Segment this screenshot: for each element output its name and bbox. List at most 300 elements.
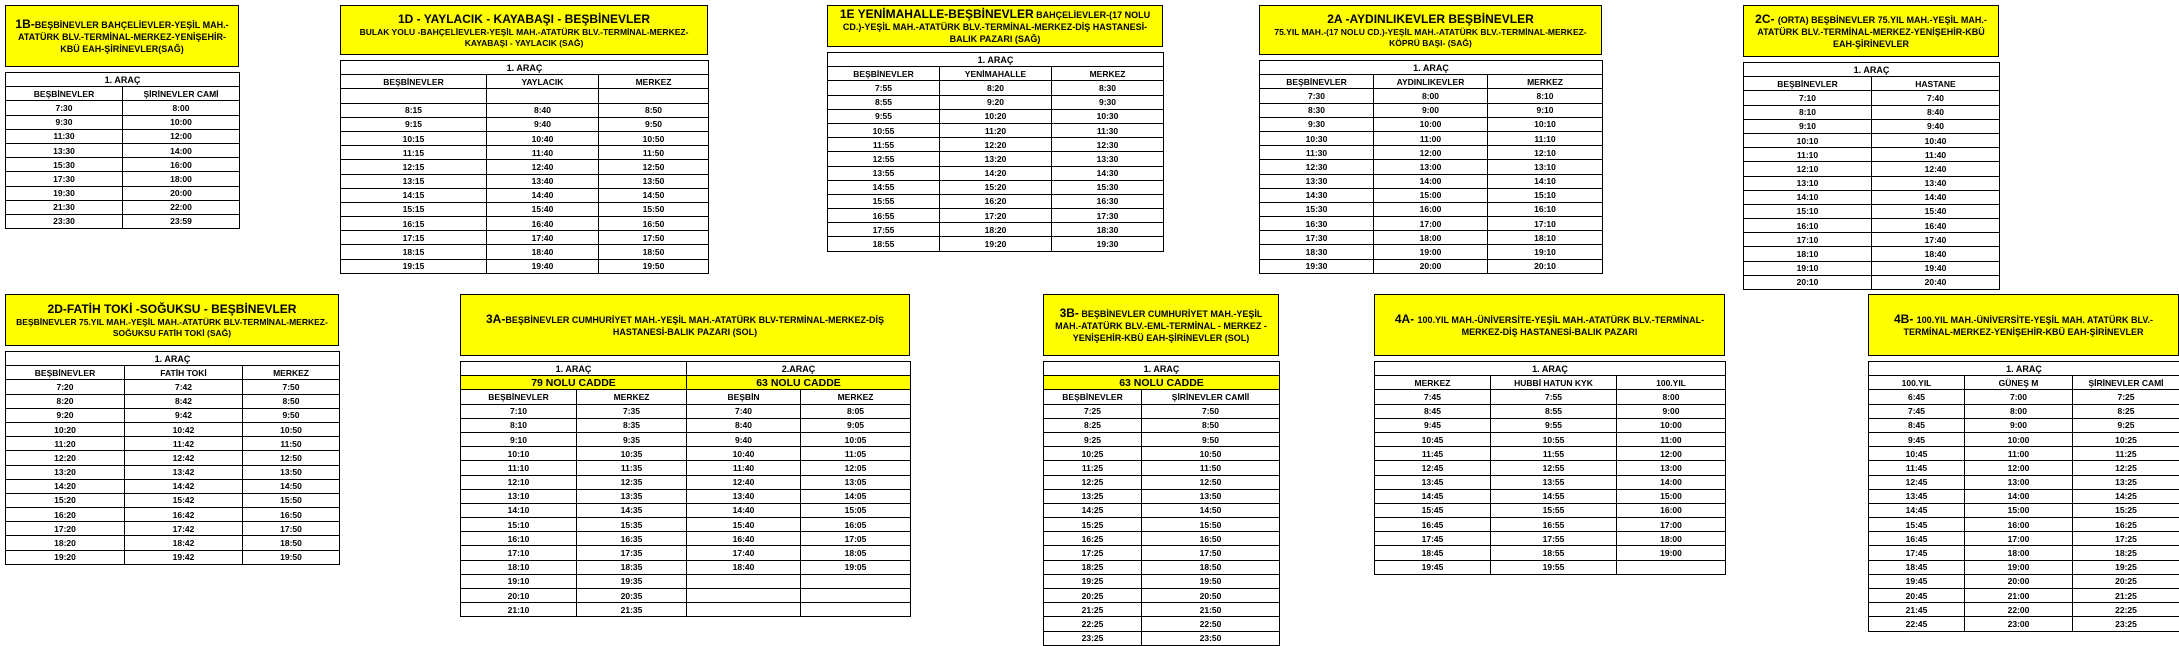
table-row <box>461 574 911 588</box>
table-row <box>1869 574 2179 588</box>
table-row <box>6 172 240 186</box>
time-cell: 13:05 <box>801 475 911 489</box>
time-cell: 14:55 <box>828 180 940 194</box>
time-cell: 17:25 <box>2073 532 2179 546</box>
time-cell: 13:00 <box>1965 475 2073 489</box>
time-cell: 23:25 <box>1044 631 1142 645</box>
time-cell: 14:30 <box>1052 166 1164 180</box>
time-cell: 11:42 <box>125 437 243 451</box>
time-cell: 8:50 <box>599 103 709 117</box>
time-cell: 13:10 <box>1744 176 1872 190</box>
time-cell: 16:00 <box>1617 503 1726 517</box>
column-header-be-bi-nevler: BEŞBİNEVLER <box>1044 390 1142 404</box>
column-header-i-ri-nevler-cami: ŞİRİNEVLER CAMİ <box>2073 376 2179 390</box>
time-cell: 9:50 <box>243 408 340 422</box>
time-cell: 10:20 <box>6 422 125 436</box>
route-description: 100.YIL MAH.-ÜNİVERSİTE-YEŞİL MAH.-ATATÜRK BLV.-TERMİNAL-MERKEZ-DİŞ HASTANESİ-BALIK PAZARI <box>1417 315 1704 337</box>
table-row <box>461 603 911 617</box>
time-cell: 13:30 <box>6 143 123 157</box>
street-label: 63 NOLU CADDE <box>687 376 911 390</box>
time-cell: 16:00 <box>1374 202 1488 216</box>
time-cell: 18:00 <box>123 172 240 186</box>
time-cell: 10:40 <box>487 131 599 145</box>
route-title <box>398 12 650 27</box>
time-cell: 14:45 <box>1869 503 1965 517</box>
time-cell: 16:45 <box>1375 518 1491 532</box>
time-cell: 10:50 <box>1142 447 1280 461</box>
route-code: 2D- <box>48 302 67 316</box>
table-row <box>341 117 709 131</box>
time-cell: 9:25 <box>1044 432 1142 446</box>
time-cell: 17:50 <box>599 231 709 245</box>
time-cell: 8:10 <box>1488 89 1603 103</box>
time-cell: 20:00 <box>1374 259 1488 273</box>
time-cell: 17:05 <box>801 532 911 546</box>
time-cell: 9:40 <box>487 117 599 131</box>
table-row <box>1044 532 1280 546</box>
time-cell: 19:50 <box>243 550 340 564</box>
time-cell: 20:45 <box>1869 589 1965 603</box>
table-row <box>1044 404 1280 418</box>
vehicle-label: 1. ARAÇ <box>1260 61 1603 75</box>
time-cell: 21:35 <box>577 603 687 617</box>
time-cell: 8:55 <box>1491 404 1617 418</box>
column-header-row <box>1869 376 2179 390</box>
time-cell: 16:55 <box>828 209 940 223</box>
time-cell: 18:00 <box>1374 231 1488 245</box>
time-cell: 16:15 <box>341 217 487 231</box>
time-cell: 16:50 <box>599 217 709 231</box>
time-cell: 16:45 <box>1869 532 1965 546</box>
time-cell: 8:25 <box>2073 404 2179 418</box>
table-row <box>1044 503 1280 517</box>
time-cell: 16:20 <box>940 194 1052 208</box>
time-cell: 15:30 <box>1052 180 1164 194</box>
table-row <box>6 158 240 172</box>
column-header-fati-h-toki: FATİH TOKİ <box>125 366 243 380</box>
column-header-100-yil: 100.YIL <box>1869 376 1965 390</box>
time-cell: 8:42 <box>125 394 243 408</box>
table-row <box>1744 275 2000 289</box>
time-cell: 10:00 <box>1374 117 1488 131</box>
time-cell: 10:00 <box>1965 432 2073 446</box>
vehicle-label: 1. ARAÇ <box>461 362 687 376</box>
table-row <box>1044 631 1280 645</box>
route-header <box>1043 294 1279 356</box>
time-cell: 11:25 <box>1044 461 1142 475</box>
time-cell: 14:00 <box>1617 475 1726 489</box>
column-header-merkez: MERKEZ <box>1052 67 1164 81</box>
time-cell: 16:55 <box>1491 518 1617 532</box>
time-cell: 12:00 <box>123 129 240 143</box>
time-cell: 9:20 <box>6 408 125 422</box>
time-cell: 19:00 <box>1965 560 2073 574</box>
time-cell: 21:30 <box>6 200 123 214</box>
time-cell: 15:05 <box>801 503 911 517</box>
table-row <box>1375 404 1726 418</box>
time-cell: 16:40 <box>487 217 599 231</box>
time-cell: 11:30 <box>1260 146 1374 160</box>
time-cell: 10:25 <box>2073 432 2179 446</box>
column-header-yaylacik: YAYLACIK <box>487 75 599 89</box>
time-cell: 16:50 <box>243 508 340 522</box>
route-name: FATİH TOKİ -SOĞUKSU - BEŞBİNEVLER <box>67 302 297 316</box>
time-cell: 8:50 <box>1142 418 1280 432</box>
time-cell: 13:40 <box>487 174 599 188</box>
time-cell: 11:10 <box>1488 131 1603 145</box>
time-cell: 17:45 <box>1869 546 1965 560</box>
table-row <box>1744 261 2000 275</box>
table-row <box>6 214 240 228</box>
time-cell: 12:40 <box>1872 162 2000 176</box>
time-cell: 20:50 <box>1142 589 1280 603</box>
vehicle-row <box>341 61 709 75</box>
table-row <box>461 532 911 546</box>
time-cell: 10:15 <box>341 131 487 145</box>
time-cell: 14:00 <box>1965 489 2073 503</box>
column-header-be-bi-nevler: BEŞBİNEVLER <box>1260 75 1374 89</box>
time-cell: 10:55 <box>828 123 940 137</box>
table-row <box>6 465 340 479</box>
schedule-table <box>1868 361 2179 632</box>
column-header-be-bi-nevler: BEŞBİNEVLER <box>828 67 940 81</box>
route-code: 3A- <box>486 312 505 326</box>
time-cell: 17:15 <box>341 231 487 245</box>
table-row <box>828 123 1164 137</box>
time-cell: 10:10 <box>461 447 577 461</box>
time-cell: 21:45 <box>1869 603 1965 617</box>
time-cell: 15:00 <box>1374 188 1488 202</box>
route-header <box>1743 5 1999 57</box>
table-row <box>1044 560 1280 574</box>
time-cell: 18:50 <box>243 536 340 550</box>
time-cell: 18:00 <box>1617 532 1726 546</box>
route-code: 1E <box>840 7 858 21</box>
column-header-row <box>1375 376 1726 390</box>
route-subtitle: 75.YIL MAH.-(17 NOLU CD.)-YEŞİL MAH.-ATATÜRK BLV.-TERMİNAL-MERKEZ-KÖPRÜ BAŞI- (SAĞ) <box>1266 27 1595 48</box>
time-cell: 21:50 <box>1142 603 1280 617</box>
time-cell: 8:00 <box>123 101 240 115</box>
column-header-merkez: MERKEZ <box>243 366 340 380</box>
time-cell: 8:40 <box>487 103 599 117</box>
time-cell: 11:25 <box>2073 447 2179 461</box>
time-cell: 13:35 <box>577 489 687 503</box>
time-cell: 15:40 <box>1872 204 2000 218</box>
table-row <box>461 518 911 532</box>
route-title <box>48 302 297 317</box>
column-header-be-bi-n: BEŞBİN <box>687 390 801 404</box>
time-cell: 14:25 <box>1044 503 1142 517</box>
time-cell: 8:45 <box>1375 404 1491 418</box>
table-row <box>341 231 709 245</box>
time-cell: 16:00 <box>1965 518 2073 532</box>
time-cell: 15:25 <box>2073 503 2179 517</box>
time-cell: 18:45 <box>1375 546 1491 560</box>
table-row <box>1044 617 1280 631</box>
time-cell: 22:00 <box>1965 603 2073 617</box>
timetable-4a <box>1374 294 1725 575</box>
time-cell: 16:10 <box>461 532 577 546</box>
time-cell: 12:05 <box>801 461 911 475</box>
table-row <box>1260 245 1603 259</box>
time-cell: 17:35 <box>577 546 687 560</box>
time-cell: 11:40 <box>487 146 599 160</box>
time-cell: 14:50 <box>1142 503 1280 517</box>
time-cell: 15:50 <box>1142 518 1280 532</box>
time-cell: 13:55 <box>828 166 940 180</box>
time-cell: 11:00 <box>1617 432 1726 446</box>
table-row <box>1869 589 2179 603</box>
time-cell: 11:20 <box>940 123 1052 137</box>
route-description: BEŞBİNEVLER BAHÇELİEVLER-YEŞİL MAH.-ATATÜRK BLV.-TERMİNAL-MERKEZ-YENİŞEHİR-KBÜ EAH-ŞİRİNEVLER(SAĞ) <box>18 20 229 53</box>
route-header <box>1374 294 1725 356</box>
column-header-row <box>828 67 1164 81</box>
time-cell: 15:10 <box>1488 188 1603 202</box>
time-cell: 14:55 <box>1491 489 1617 503</box>
time-cell: 17:30 <box>1052 209 1164 223</box>
table-row <box>1869 432 2179 446</box>
time-cell: 14:35 <box>577 503 687 517</box>
time-cell: 8:30 <box>1260 103 1374 117</box>
time-cell: 20:10 <box>1744 275 1872 289</box>
schedule-table <box>1043 361 1280 646</box>
time-cell: 12:55 <box>1491 461 1617 475</box>
table-row <box>6 550 340 564</box>
table-row <box>341 89 709 103</box>
time-cell: 15:20 <box>940 180 1052 194</box>
time-cell: 12:00 <box>1965 461 2073 475</box>
column-header-row <box>1260 75 1603 89</box>
table-row <box>6 422 340 436</box>
table-row <box>461 546 911 560</box>
table-row <box>1744 105 2000 119</box>
time-cell: 19:10 <box>461 574 577 588</box>
table-row <box>1869 503 2179 517</box>
time-cell: 10:30 <box>1052 109 1164 123</box>
timetable-2a <box>1259 5 1602 274</box>
time-cell: 18:30 <box>1260 245 1374 259</box>
time-cell: 12:45 <box>1869 475 1965 489</box>
table-row <box>6 536 340 550</box>
table-row <box>461 418 911 432</box>
time-cell: 13:20 <box>6 465 125 479</box>
route-title <box>834 7 1156 45</box>
time-cell: 23:30 <box>6 214 123 228</box>
route-code: 2A - <box>1327 12 1349 26</box>
time-cell: 14:45 <box>1375 489 1491 503</box>
route-header <box>340 5 708 55</box>
time-cell: 15:25 <box>1044 518 1142 532</box>
route-title <box>1381 312 1718 338</box>
time-cell: 13:30 <box>1052 152 1164 166</box>
table-row <box>6 493 340 507</box>
time-cell: 7:55 <box>1491 390 1617 404</box>
time-cell: 15:40 <box>687 518 801 532</box>
time-cell: 11:40 <box>1872 148 2000 162</box>
time-cell: 16:00 <box>123 158 240 172</box>
schedule-table <box>460 361 911 617</box>
time-cell: 22:45 <box>1869 617 1965 631</box>
vehicle-label: 1. ARAÇ <box>1744 63 2000 77</box>
table-row <box>6 129 240 143</box>
time-cell: 18:50 <box>1142 560 1280 574</box>
table-row <box>1869 418 2179 432</box>
vehicle-row <box>6 352 340 366</box>
time-cell: 19:20 <box>6 550 125 564</box>
time-cell: 14:05 <box>801 489 911 503</box>
time-cell: 14:10 <box>1744 190 1872 204</box>
time-cell: 9:00 <box>1374 103 1488 117</box>
time-cell: 18:40 <box>687 560 801 574</box>
column-header-row <box>461 390 911 404</box>
time-cell: 14:40 <box>687 503 801 517</box>
route-name: YENİMAHALLE-BEŞBİNEVLER <box>858 7 1034 21</box>
time-cell: 17:40 <box>487 231 599 245</box>
column-header-i-ri-nevler-cami: ŞİRİNEVLER CAMİ <box>123 87 240 101</box>
table-row <box>341 160 709 174</box>
time-cell: 9:40 <box>687 432 801 446</box>
time-cell: 8:30 <box>1052 81 1164 95</box>
time-cell: 11:30 <box>6 129 123 143</box>
time-cell: 8:20 <box>940 81 1052 95</box>
table-row <box>1869 390 2179 404</box>
time-cell: 7:40 <box>687 404 801 418</box>
time-cell: 20:25 <box>1044 589 1142 603</box>
time-cell: 9:45 <box>1869 432 1965 446</box>
time-cell: 8:40 <box>1872 105 2000 119</box>
time-cell: 17:40 <box>1872 233 2000 247</box>
route-code: 4B- <box>1894 312 1917 326</box>
table-row <box>341 217 709 231</box>
table-row <box>461 475 911 489</box>
time-cell: 17:25 <box>1044 546 1142 560</box>
vehicle-row <box>1744 63 2000 77</box>
time-cell: 18:10 <box>1744 247 1872 261</box>
time-cell: 10:30 <box>1260 131 1374 145</box>
time-cell <box>687 589 801 603</box>
time-cell: 15:00 <box>1965 503 2073 517</box>
table-row <box>6 143 240 157</box>
table-row <box>1375 518 1726 532</box>
time-cell: 11:30 <box>1052 123 1164 137</box>
time-cell: 19:50 <box>599 259 709 273</box>
time-cell: 21:10 <box>461 603 577 617</box>
time-cell: 10:25 <box>1044 447 1142 461</box>
schedule-table <box>5 72 240 229</box>
time-cell: 19:10 <box>1744 261 1872 275</box>
time-cell: 13:40 <box>1872 176 2000 190</box>
table-row <box>6 115 240 129</box>
table-row <box>1260 202 1603 216</box>
table-row <box>6 101 240 115</box>
time-cell: 21:25 <box>1044 603 1142 617</box>
time-cell: 14:20 <box>6 479 125 493</box>
time-cell: 10:55 <box>1491 432 1617 446</box>
route-name: AYDINLIKEVLER BEŞBİNEVLER <box>1349 12 1533 26</box>
time-cell: 20:35 <box>577 589 687 603</box>
time-cell: 7:30 <box>1260 89 1374 103</box>
table-row <box>1744 204 2000 218</box>
table-row <box>828 237 1164 251</box>
schedule-table <box>340 60 709 274</box>
table-row <box>341 131 709 145</box>
time-cell: 19:05 <box>801 560 911 574</box>
route-title <box>1050 306 1272 344</box>
time-cell: 9:55 <box>828 109 940 123</box>
time-cell: 7:30 <box>6 101 123 115</box>
column-header-be-bi-nevler: BEŞBİNEVLER <box>341 75 487 89</box>
vehicle-row <box>1375 362 1726 376</box>
time-cell: 11:00 <box>1965 447 2073 461</box>
time-cell: 19:25 <box>1044 574 1142 588</box>
time-cell: 12:55 <box>828 152 940 166</box>
time-cell: 9:00 <box>1965 418 2073 432</box>
time-cell: 14:30 <box>1260 188 1374 202</box>
time-cell: 8:00 <box>1374 89 1488 103</box>
time-cell: 8:10 <box>1744 105 1872 119</box>
time-cell: 18:40 <box>487 245 599 259</box>
time-cell: 10:45 <box>1869 447 1965 461</box>
time-cell <box>687 603 801 617</box>
time-cell: 19:25 <box>2073 560 2179 574</box>
table-row <box>1869 518 2179 532</box>
table-row <box>1375 475 1726 489</box>
time-cell: 12:25 <box>2073 461 2179 475</box>
time-cell: 18:35 <box>577 560 687 574</box>
time-cell: 17:10 <box>1744 233 1872 247</box>
time-cell: 20:10 <box>461 589 577 603</box>
time-cell: 12:35 <box>577 475 687 489</box>
column-header-row <box>1044 390 1280 404</box>
time-cell: 18:50 <box>599 245 709 259</box>
table-row <box>1044 574 1280 588</box>
table-row <box>1260 174 1603 188</box>
time-cell: 15:55 <box>828 194 940 208</box>
time-cell: 19:50 <box>1142 574 1280 588</box>
time-cell: 15:45 <box>1869 518 1965 532</box>
time-cell: 9:55 <box>1491 418 1617 432</box>
column-header-merkez: MERKEZ <box>1488 75 1603 89</box>
time-cell: 18:30 <box>1052 223 1164 237</box>
time-cell: 12:30 <box>1260 160 1374 174</box>
time-cell: 11:20 <box>6 437 125 451</box>
time-cell: 15:00 <box>1617 489 1726 503</box>
column-header-yeni-mahalle: YENİMAHALLE <box>940 67 1052 81</box>
table-row <box>1375 461 1726 475</box>
table-row <box>1260 259 1603 273</box>
time-cell: 19:35 <box>577 574 687 588</box>
time-cell: 16:50 <box>1142 532 1280 546</box>
column-header-merkez: MERKEZ <box>599 75 709 89</box>
time-cell: 11:10 <box>461 461 577 475</box>
time-cell: 12:50 <box>243 451 340 465</box>
time-cell: 8:50 <box>243 394 340 408</box>
time-cell: 8:20 <box>6 394 125 408</box>
time-cell: 11:35 <box>577 461 687 475</box>
route-code: 3B- <box>1060 306 1079 320</box>
route-title <box>1750 12 1992 50</box>
time-cell: 12:00 <box>1374 146 1488 160</box>
table-row <box>828 109 1164 123</box>
time-cell: 14:00 <box>1374 174 1488 188</box>
time-cell: 13:45 <box>1869 489 1965 503</box>
route-header <box>827 5 1163 47</box>
time-cell: 9:45 <box>1375 418 1491 432</box>
time-cell: 9:50 <box>1142 432 1280 446</box>
street-label: 63 NOLU CADDE <box>1044 376 1280 390</box>
time-cell: 9:30 <box>6 115 123 129</box>
table-row <box>1744 190 2000 204</box>
